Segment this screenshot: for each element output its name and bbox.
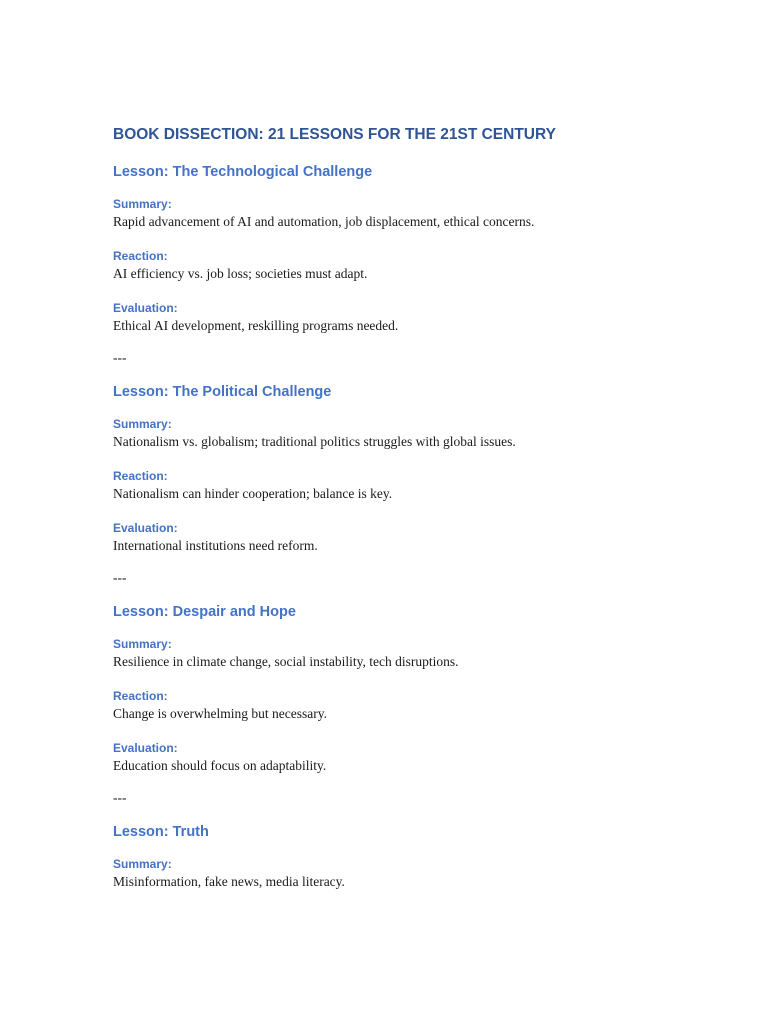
section-divider: --- [113,790,127,805]
section-divider: --- [113,570,127,585]
summary-text: Resilience in climate change, social instability, tech disruptions. [113,654,459,669]
summary-text: Misinformation, fake news, media literacy. [113,874,345,889]
reaction-text: AI efficiency vs. job loss; societies must adapt. [113,266,368,281]
evaluation-label: Evaluation: [113,301,178,315]
lesson-technological-challenge [113,161,713,336]
document-page [113,124,713,892]
summary-label: Summary: [113,417,172,431]
reaction-label: Reaction: [113,469,168,483]
summary-label: Summary: [113,857,172,871]
summary-text: Rapid advancement of AI and automation, job displacement, ethical concerns. [113,214,535,229]
lesson-political-challenge [113,381,713,556]
lesson-heading: Lesson: Despair and Hope [113,604,296,620]
document-title: BOOK DISSECTION: 21 LESSONS FOR THE 21ST CENTURY [113,126,556,143]
reaction-text: Change is overwhelming but necessary. [113,706,327,721]
evaluation-text: Ethical AI development, reskilling programs needed. [113,318,399,333]
reaction-label: Reaction: [113,249,168,263]
evaluation-text: Education should focus on adaptability. [113,758,327,773]
summary-label: Summary: [113,197,172,211]
lesson-despair-and-hope [113,601,713,776]
evaluation-label: Evaluation: [113,741,178,755]
reaction-label: Reaction: [113,689,168,703]
lesson-heading: Lesson: The Political Challenge [113,384,332,400]
section-divider: --- [113,350,127,365]
summary-text: Nationalism vs. globalism; traditional politics struggles with global issues. [113,434,516,449]
lesson-heading: Lesson: Truth [113,824,209,840]
summary-label: Summary: [113,637,172,651]
evaluation-label: Evaluation: [113,521,178,535]
lesson-heading: Lesson: The Technological Challenge [113,164,373,180]
lesson-truth [113,821,713,892]
reaction-text: Nationalism can hinder cooperation; balance is key. [113,486,393,501]
evaluation-text: International institutions need reform. [113,538,318,553]
